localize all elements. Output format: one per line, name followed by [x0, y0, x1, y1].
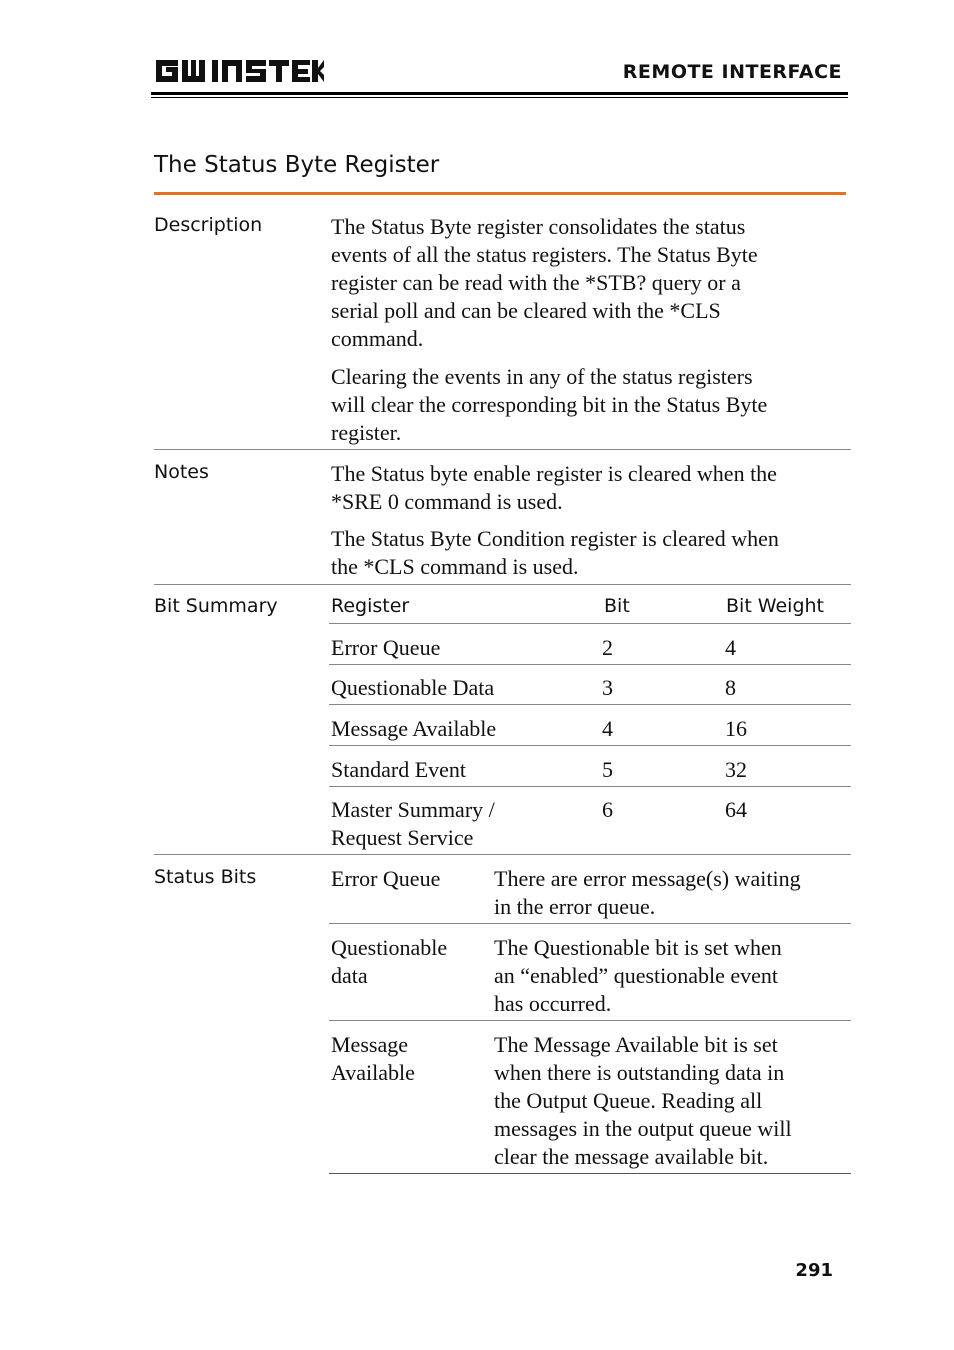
- register-cell: Standard Event: [331, 757, 467, 782]
- column-header-register: Register: [331, 595, 410, 617]
- table-divider: [329, 745, 851, 746]
- text-line: in the error queue.: [494, 894, 656, 919]
- text-line: register can be read with the *STB? query or a: [331, 270, 741, 295]
- status-name-cell: Error Queue: [331, 866, 441, 891]
- notes-paragraph-1: [331, 460, 846, 516]
- register-cell: Questionable Data: [331, 675, 495, 700]
- text-line: events of all the status registers. The Status Byte: [331, 242, 758, 267]
- table-divider: [329, 704, 851, 705]
- text-line: command.: [331, 326, 424, 351]
- text-line: The Status Byte register consolidates the status: [331, 214, 746, 239]
- status-name-cell: [331, 1031, 415, 1087]
- text-line: the Output Queue. Reading all: [494, 1088, 763, 1113]
- text-line: The Questionable bit is set when: [494, 935, 782, 960]
- text-line: when there is outstanding data in: [494, 1060, 785, 1085]
- title-underline: [154, 192, 846, 195]
- bit-cell: 3: [602, 675, 613, 700]
- description-paragraph-2: [331, 363, 846, 447]
- text-line: Request Service: [331, 825, 474, 850]
- description-paragraph-1: [331, 213, 846, 353]
- row-divider: [154, 584, 851, 585]
- text-line: Master Summary /: [331, 797, 495, 822]
- text-line: the *CLS command is used.: [331, 554, 579, 579]
- status-desc-cell: [494, 865, 849, 921]
- text-line: has occurred.: [494, 991, 612, 1016]
- text-line: Questionable: [331, 935, 448, 960]
- row-divider: [154, 854, 851, 855]
- column-header-bit: Bit: [604, 595, 630, 617]
- bit-cell: 2: [602, 635, 613, 660]
- bit-cell: 5: [602, 757, 613, 782]
- status-desc-cell: [494, 934, 849, 1018]
- bit-cell: 6: [602, 797, 613, 822]
- notes-label: Notes: [154, 461, 209, 483]
- table-divider: [329, 623, 851, 624]
- row-divider: [154, 449, 851, 450]
- text-line: messages in the output queue will: [494, 1116, 792, 1141]
- text-line: The Status byte enable register is cleared when the: [331, 461, 777, 486]
- bit-cell: 4: [602, 716, 613, 741]
- description-label: Description: [154, 214, 263, 236]
- status-desc-cell: [494, 1031, 849, 1171]
- header-rule: [151, 92, 848, 95]
- text-line: Message: [331, 1032, 408, 1057]
- register-cell: Error Queue: [331, 635, 441, 660]
- text-line: There are error message(s) waiting: [494, 866, 801, 891]
- text-line: Available: [331, 1060, 415, 1085]
- text-line: *SRE 0 command is used.: [331, 489, 563, 514]
- status-bits-label: Status Bits: [154, 866, 257, 888]
- page-title: The Status Byte Register: [154, 152, 440, 178]
- register-cell: [331, 796, 495, 852]
- weight-cell: 16: [725, 716, 747, 741]
- gw-instek-logo: [154, 56, 324, 86]
- table-divider: [329, 786, 851, 787]
- weight-cell: 4: [725, 635, 736, 660]
- table-divider: [329, 664, 851, 665]
- text-line: The Message Available bit is set: [494, 1032, 778, 1057]
- table-bottom-rule: [329, 1173, 851, 1174]
- bit-summary-label: Bit Summary: [154, 595, 278, 617]
- status-name-cell: [331, 934, 447, 990]
- text-line: will clear the corresponding bit in the Status Byte: [331, 392, 768, 417]
- weight-cell: 8: [725, 675, 736, 700]
- section-header: REMOTE INTERFACE: [622, 61, 842, 83]
- text-line: Clearing the events in any of the status registers: [331, 364, 753, 389]
- table-divider: [329, 1020, 851, 1021]
- text-line: clear the message available bit.: [494, 1144, 769, 1169]
- text-line: an “enabled” questionable event: [494, 963, 779, 988]
- register-cell: Message Available: [331, 716, 497, 741]
- text-line: The Status Byte Condition register is cleared when: [331, 526, 779, 551]
- text-line: serial poll and can be cleared with the *CLS: [331, 298, 721, 323]
- column-header-bit-weight: Bit Weight: [726, 595, 824, 617]
- text-line: data: [331, 963, 368, 988]
- weight-cell: 64: [725, 797, 747, 822]
- header-rule-thin: [151, 97, 848, 98]
- weight-cell: 32: [725, 757, 747, 782]
- page-number: 291: [795, 1260, 833, 1281]
- table-divider: [329, 923, 851, 924]
- notes-paragraph-2: [331, 525, 846, 581]
- text-line: register.: [331, 420, 402, 445]
